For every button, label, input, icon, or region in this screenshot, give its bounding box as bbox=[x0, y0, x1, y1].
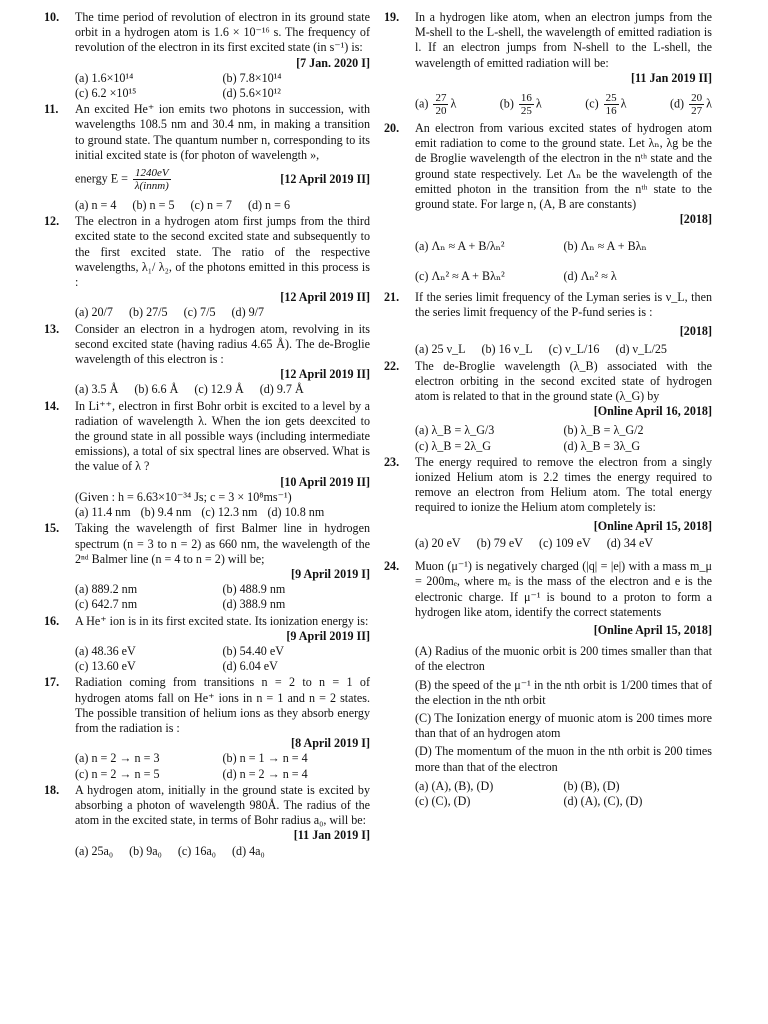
options bbox=[75, 382, 370, 397]
question-stem: Taking the wavelength of first Balmer line in hydrogen spectrum (n = 3 to n = 2) as 660 nm, the wavelength of the 2ⁿᵈ Balmer line (n = 4 to n = 2) will be; bbox=[75, 521, 370, 566]
exam-tag: [2018] bbox=[679, 212, 712, 227]
question-number: 20. bbox=[384, 121, 400, 136]
option-c[interactable]: (c) 642.7 nm bbox=[75, 597, 138, 612]
option-a[interactable]: (a) $\frac{27}{20}$ λ bbox=[415, 92, 457, 118]
option-b[interactable]: (b) λ_B = λ_G/2 bbox=[563, 423, 644, 438]
question-number: 14. bbox=[44, 398, 60, 413]
statement-d: (D) The momentum of the muon in the nth orbit is 200 times more than that of the electron bbox=[415, 744, 712, 774]
option-d[interactable]: (d) n = 6 bbox=[247, 198, 291, 213]
option-b[interactable]: (b) (B), (D) bbox=[563, 778, 620, 793]
exam-tag: [9 April 2019 I] bbox=[291, 566, 370, 581]
question-number: 23. bbox=[384, 454, 400, 469]
exam-tag: [9 April 2019 II] bbox=[286, 628, 370, 643]
option-d[interactable]: (d) 388.9 nm bbox=[222, 597, 286, 612]
exam-tag: [11 Jan 2019 II] bbox=[631, 70, 712, 85]
question-12 bbox=[44, 214, 370, 320]
question-number: 10. bbox=[44, 10, 60, 24]
option-d[interactable]: (d) (A), (C), (D) bbox=[563, 793, 643, 808]
option-a[interactable]: (a) 25a₀ bbox=[75, 843, 114, 858]
option-a[interactable]: (a) 3.5 Å bbox=[75, 382, 119, 397]
question-number: 13. bbox=[44, 321, 60, 336]
exam-tag: [Online April 15, 2018] bbox=[593, 518, 712, 533]
question-number: 22. bbox=[384, 358, 400, 373]
options bbox=[75, 71, 370, 101]
option-a[interactable]: (a) 48.36 eV bbox=[75, 643, 136, 658]
question-number: 18. bbox=[44, 782, 60, 797]
fraction-denominator: λ(innm) bbox=[134, 180, 169, 193]
option-c[interactable]: (c) $\frac{25}{16}$ λ bbox=[585, 92, 627, 118]
question-stem: In a hydrogen like atom, when an electron jumps from the M-shell to the L-shell, the wavelength of emitted radiation is l. If an electron jumps from N-shell to the L-shell, the wavelength of emitted radiation will be: bbox=[415, 10, 712, 70]
option-a[interactable]: (a) 889.2 nm bbox=[75, 582, 138, 597]
option-c[interactable]: (c) n = 2 → n = 5 bbox=[75, 766, 160, 781]
statement-c: (C) The Ionization energy of muonic atom is 200 times more than that of an hydrogen atom bbox=[415, 710, 712, 741]
option-b[interactable]: (b) Λₙ ≈ A + Bλₙ bbox=[563, 239, 647, 254]
energy-formula bbox=[75, 167, 370, 192]
exam-tag: [12 April 2019 II] bbox=[280, 171, 370, 186]
energy-label: energy E = bbox=[75, 171, 128, 186]
question-21 bbox=[384, 290, 712, 358]
options bbox=[415, 92, 712, 117]
options bbox=[75, 198, 370, 213]
question-14 bbox=[44, 399, 370, 521]
option-c[interactable]: (c) 12.3 nm bbox=[201, 505, 258, 520]
options bbox=[75, 844, 370, 859]
statement-b: (B) the speed of the μ⁻¹ in the nth orbit is 1/200 times that of the election in the nth orbit bbox=[415, 677, 712, 707]
question-24 bbox=[384, 559, 712, 809]
question-stem: A He⁺ ion is in its first excited state. Its ionization energy is: bbox=[75, 613, 369, 628]
question-stem: An excited He⁺ ion emits two photons in succession, with wavelengths 108.5 nm and 30.4 nm, in making a transition to ground state. The quantum number n, corresponding to its initial excited state is (for photon of wavelength », bbox=[75, 102, 370, 162]
option-d[interactable]: (d) $\frac{20}{27}$ λ bbox=[669, 92, 712, 118]
energy-fraction bbox=[133, 167, 171, 192]
right-column bbox=[384, 10, 712, 810]
question-stem: If the series limit frequency of the Lyman series is ν_L, then the series limit frequency of the P-fund series is : bbox=[415, 289, 712, 320]
exam-tag: [Online April 16, 2018] bbox=[593, 404, 712, 419]
option-b[interactable]: (b) 54.40 eV bbox=[222, 643, 284, 658]
option-d[interactable]: (d) 5.6×10¹² bbox=[222, 86, 281, 101]
option-d[interactable]: (d) Λₙ² ≈ λ bbox=[563, 268, 617, 283]
question-11 bbox=[44, 102, 370, 213]
option-b[interactable]: (b) $\frac{16}{25}$ λ bbox=[499, 92, 542, 118]
exam-tag: [11 Jan 2019 I] bbox=[293, 828, 370, 843]
option-d[interactable]: (d) 9/7 bbox=[231, 305, 265, 320]
exam-tag: [7 Jan. 2020 I] bbox=[296, 55, 370, 70]
options bbox=[75, 644, 370, 674]
option-d[interactable]: (d) ν_L/25 bbox=[615, 342, 667, 357]
question-stem: In Li⁺⁺, electron in first Bohr orbit is excited to a level by a radiation of wavelength λ. When the ion gets deexcited to the ground state in all possible ways (including intermediate emissions), a total of six spectral lines are observed. What is the value of λ ? bbox=[75, 398, 370, 474]
question-stem: Muon (μ⁻¹) is negatively charged (|q| = |e|) with a mass m_μ = 200mₑ, where mₑ is the mass of the electron and e is the electronic charge. If μ⁻¹ is bound to a proton to form a hydrogen like atom, identify the correct statements bbox=[415, 559, 712, 619]
option-d[interactable]: (d) 9.7 Å bbox=[259, 382, 304, 397]
exam-tag: [2018] bbox=[679, 324, 712, 339]
option-c[interactable]: (c) 6.2 ×10¹⁵ bbox=[75, 86, 137, 101]
option-a[interactable]: (a) λ_B = λ_G/3 bbox=[415, 423, 495, 438]
question-22 bbox=[384, 359, 712, 454]
option-a[interactable]: (a) 11.4 nm bbox=[75, 505, 131, 520]
option-a[interactable]: (a) Λₙ ≈ A + B/λₙ² bbox=[415, 239, 505, 254]
options bbox=[415, 536, 712, 551]
question-number: 12. bbox=[44, 214, 60, 229]
exam-tag: [10 April 2019 II] bbox=[280, 474, 370, 489]
question-15 bbox=[44, 521, 370, 612]
exam-tag: [8 April 2019 I] bbox=[291, 736, 370, 751]
question-10 bbox=[44, 10, 370, 101]
question-number: 19. bbox=[384, 10, 400, 24]
question-stem: The electron in a hydrogen atom first jumps from the third excited state to the second excited state and subsequently to the first excited state. The ratio of the respective wavelengths, λ₁/ λ₂, of the photons emitted in this process is : bbox=[75, 214, 370, 290]
question-stem: Consider an electron in a hydrogen atom, revolving in its second excited state (having radius 4.65 Å). The de-Broglie wavelength of this electron is : bbox=[75, 321, 370, 367]
option-b[interactable]: (b) 7.8×10¹⁴ bbox=[222, 70, 282, 85]
given-constants: (Given : h = 6.63×10⁻³⁴ Js; c = 3 × 10⁸ms⁻¹) bbox=[75, 489, 292, 504]
option-c[interactable]: (c) 12.9 Å bbox=[194, 382, 244, 397]
options bbox=[75, 305, 370, 320]
question-number: 24. bbox=[384, 559, 400, 574]
question-number: 21. bbox=[384, 289, 400, 304]
option-c[interactable]: (c) 7/5 bbox=[183, 305, 216, 320]
question-19 bbox=[384, 10, 712, 117]
option-b[interactable]: (b) 9a₀ bbox=[129, 843, 162, 858]
options bbox=[415, 342, 712, 357]
option-a[interactable]: (a) n = 4 bbox=[75, 198, 117, 213]
option-d[interactable]: (d) 34 eV bbox=[606, 535, 654, 550]
question-18 bbox=[44, 783, 370, 859]
question-stem: A hydrogen atom, initially in the ground state is excited by absorbing a photon of wavelength 980Å. The radius of the atom in the excited state, in terms of Bohr radius a₀, will be: bbox=[75, 782, 370, 828]
fraction-numerator: 1240eV bbox=[134, 167, 169, 180]
option-d[interactable]: (d) 4a₀ bbox=[232, 843, 265, 858]
question-20 bbox=[384, 121, 712, 284]
exam-tag: [Online April 15, 2018] bbox=[593, 622, 712, 637]
options bbox=[415, 779, 712, 809]
option-a[interactable]: (a) 1.6×10¹⁴ bbox=[75, 70, 134, 85]
option-a[interactable]: (a) n = 2 → n = 3 bbox=[75, 751, 160, 766]
question-13 bbox=[44, 322, 370, 398]
option-c[interactable]: (c) 13.60 eV bbox=[75, 659, 136, 674]
option-d[interactable]: (d) 6.04 eV bbox=[222, 659, 278, 674]
option-c[interactable]: (c) 109 eV bbox=[539, 535, 591, 550]
question-stem: The energy required to remove the electron from a singly ionized Helium atom is 2.2 times the energy required to remove an electron from Helium atom. The total energy required to ionize the Helium atom completely is: bbox=[415, 454, 712, 515]
option-d[interactable]: (d) λ_B = 3λ_G bbox=[563, 438, 641, 453]
option-a[interactable]: (a) 20 eV bbox=[415, 535, 461, 550]
question-stem: The de-Broglie wavelength (λ_B) associated with the electron orbiting in the second excited state of hydrogen atom is related to that in the ground state (λ_G) by bbox=[415, 358, 712, 404]
option-b[interactable]: (b) 79 eV bbox=[476, 535, 524, 550]
question-number: 11. bbox=[44, 102, 59, 117]
option-c[interactable]: (c) Λₙ² ≈ A + Bλₙ² bbox=[415, 268, 505, 283]
option-a[interactable]: (a) 25 ν_L bbox=[415, 342, 466, 357]
question-stem: Radiation coming from transitions n = 2 to n = 1 of hydrogen atoms fall on He⁺ ions in n = 1 and n = 2 states. The possible transition of helium ions as they absorb energy from the radiation is : bbox=[75, 675, 370, 735]
option-c[interactable]: (c) n = 7 bbox=[190, 198, 232, 213]
option-b[interactable]: (b) n = 5 bbox=[132, 198, 175, 213]
option-c[interactable]: (c) 16a₀ bbox=[177, 843, 217, 858]
question-23 bbox=[384, 455, 712, 551]
option-d[interactable]: (d) n = 2 → n = 4 bbox=[222, 766, 308, 781]
option-d[interactable]: (d) 10.8 nm bbox=[267, 505, 325, 520]
question-stem: An electron from various excited states of hydrogen atom emit radiation to come to the ground state. Let λₙ, λg be the de Broglie wavelength of the electron in the nᵗʰ state and the ground state respectively. Let Λₙ be the wavelength of the emitted photon in the transition from the nᵗʰ state to the ground state. For large n, (A, B are constants) bbox=[415, 121, 712, 212]
option-a[interactable]: (a) (A), (B), (D) bbox=[415, 778, 494, 793]
question-17 bbox=[44, 675, 370, 781]
option-c[interactable]: (c) (C), (D) bbox=[415, 793, 471, 808]
left-column bbox=[44, 10, 370, 860]
option-c[interactable]: (c) λ_B = 2λ_G bbox=[415, 438, 491, 453]
option-b[interactable]: (b) 16 ν_L bbox=[481, 342, 533, 357]
options bbox=[75, 582, 370, 612]
statement-a: (A) Radius of the muonic orbit is 200 times smaller than that of the electron bbox=[415, 644, 712, 674]
question-16 bbox=[44, 614, 370, 675]
option-b[interactable]: (b) n = 1 → n = 4 bbox=[222, 751, 308, 766]
option-b[interactable]: (b) 27/5 bbox=[128, 305, 168, 320]
option-b[interactable]: (b) 9.4 nm bbox=[140, 505, 192, 520]
exam-tag: [12 April 2019 II] bbox=[280, 367, 370, 382]
question-number: 16. bbox=[44, 613, 60, 628]
question-number: 15. bbox=[44, 521, 60, 536]
exam-tag: [12 April 2019 II] bbox=[280, 290, 370, 305]
options bbox=[75, 505, 378, 520]
options bbox=[415, 239, 712, 283]
option-c[interactable]: (c) ν_L/16 bbox=[548, 342, 600, 357]
options bbox=[75, 751, 370, 781]
option-b[interactable]: (b) 6.6 Å bbox=[134, 382, 179, 397]
question-number: 17. bbox=[44, 675, 60, 690]
option-b[interactable]: (b) 488.9 nm bbox=[222, 582, 286, 597]
question-stem: The time period of revolution of electron in its ground state orbit in a hydrogen atom is 1.6 × 10⁻¹⁶ s. The frequency of revolution of the electron in its first excited state (in s⁻¹) is: bbox=[75, 10, 370, 55]
option-a[interactable]: (a) 20/7 bbox=[75, 305, 113, 320]
options bbox=[415, 423, 712, 453]
